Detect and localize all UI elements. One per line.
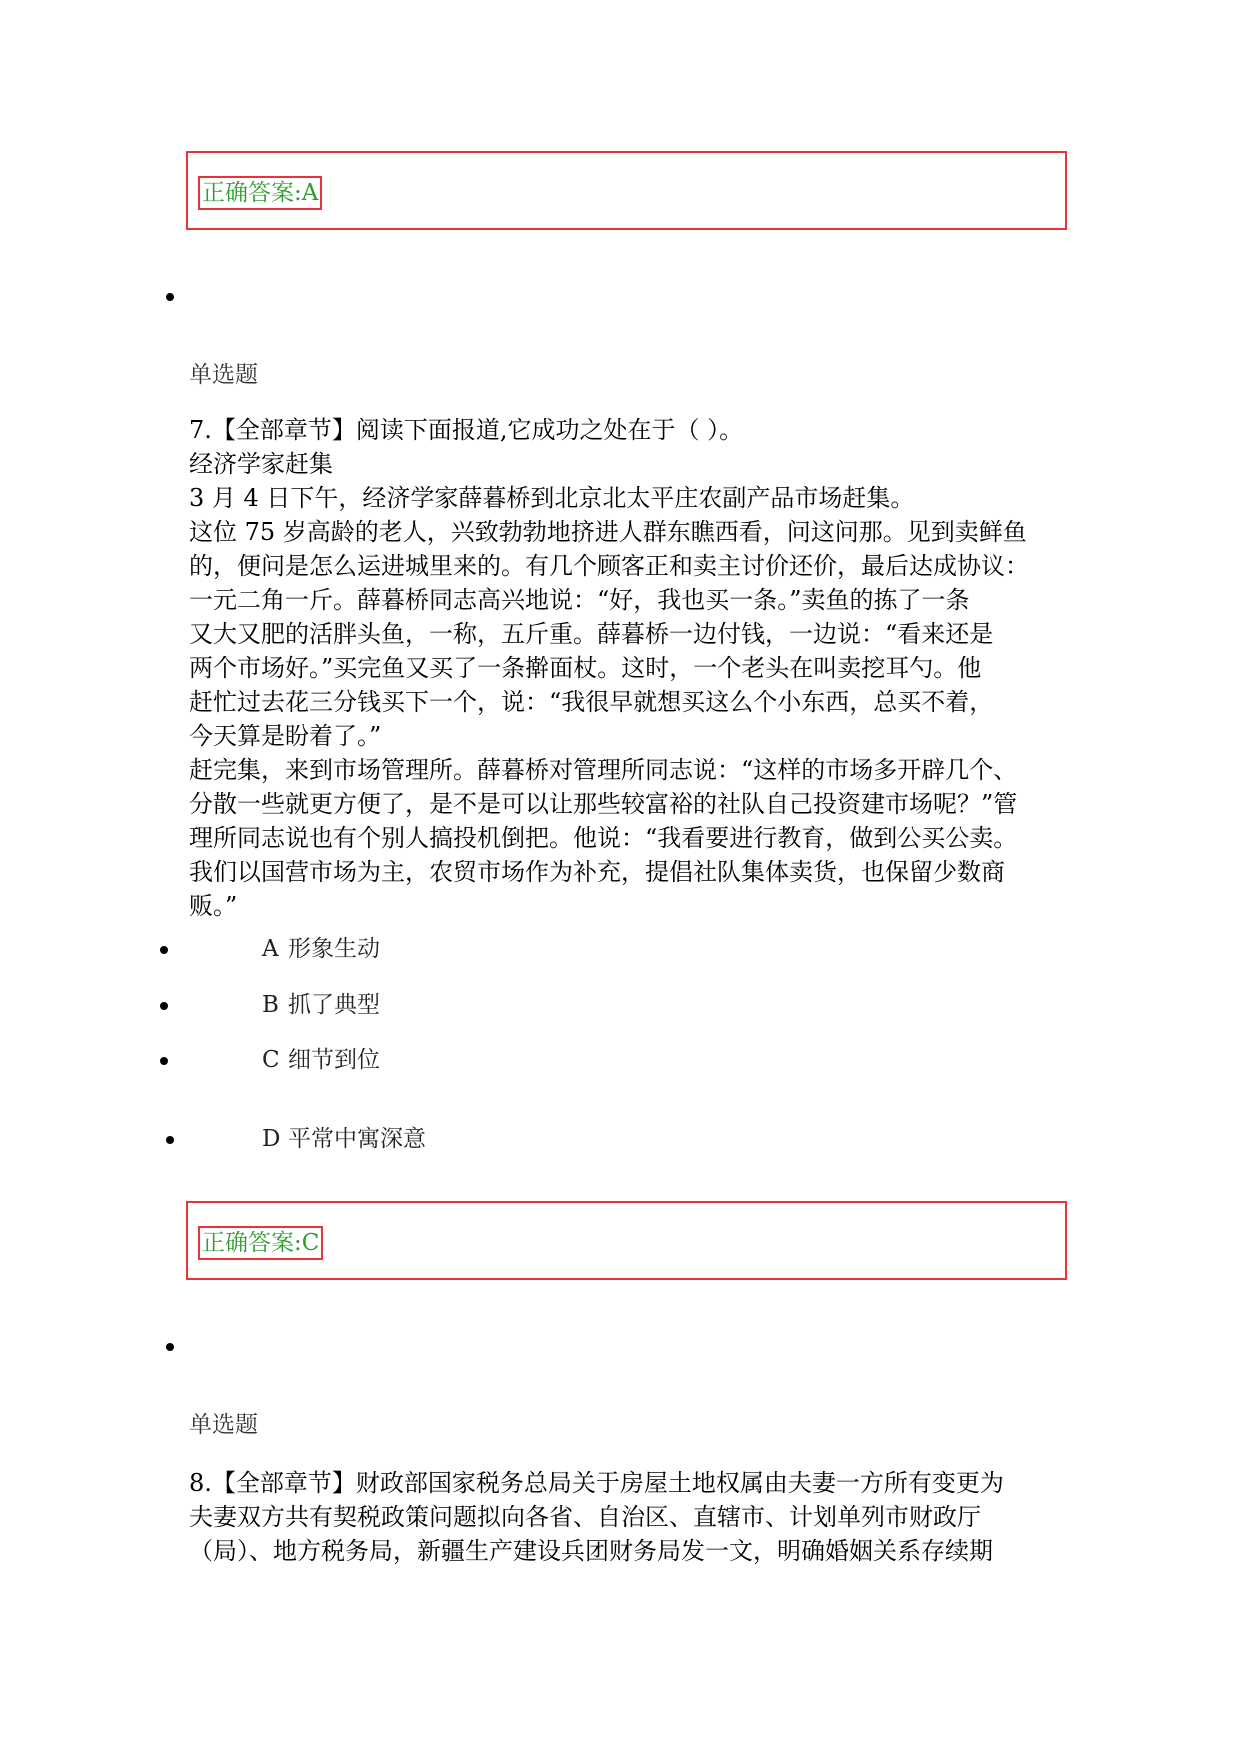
correct-answer-label: 正确答案:A	[198, 176, 322, 210]
option-bullet	[160, 1057, 168, 1065]
question-text-line: 又大又肥的活胖头鱼，一称，五斤重。薛暮桥一边付钱，一边说：“看来还是	[189, 620, 994, 648]
question-text-line: 分散一些就更方便了，是不是可以让那些较富裕的社队自己投资建市场呢？”管	[189, 790, 1018, 818]
question-7-text	[189, 413, 1069, 923]
option-text: 抓了典型	[288, 992, 380, 1018]
question-text-line: 经济学家赶集	[189, 450, 333, 478]
option-d[interactable]	[262, 1124, 426, 1154]
question-text-line: 的，便问是怎么运进城里来的。有几个顾客正和卖主讨价还价，最后达成协议：	[189, 552, 1029, 580]
answer-box	[186, 151, 1067, 230]
option-text: 平常中寓深意	[288, 1126, 426, 1152]
option-b[interactable]	[262, 990, 380, 1020]
question-text-line: 贩。”	[189, 892, 238, 920]
question-text-line: 这位 75 岁高龄的老人，兴致勃勃地挤进人群东瞧西看，问这问那。见到卖鲜鱼	[189, 518, 1027, 546]
question-8-text	[189, 1466, 1069, 1568]
option-a[interactable]	[262, 934, 380, 964]
option-c[interactable]	[262, 1045, 380, 1075]
question-text-line: 两个市场好。”买完鱼又买了一条擀面杖。这时，一个老头在叫卖挖耳勺。他	[189, 654, 982, 682]
question-text-line: 我们以国营市场为主，农贸市场作为补充，提倡社队集体卖货，也保留少数商	[189, 858, 1005, 886]
list-bullet	[166, 293, 174, 301]
question-text-line: 赶忙过去花三分钱买下一个，说：“我很早就想买这么个小东西，总买不着，	[189, 688, 994, 716]
answer-box	[186, 1201, 1067, 1280]
question-text-line: 7.【全部章节】阅读下面报道,它成功之处在于（ ）。	[189, 416, 744, 444]
question-text-line: 8.【全部章节】财政部国家税务总局关于房屋土地权属由夫妻一方所有变更为	[189, 1469, 1004, 1497]
option-letter: B	[262, 992, 279, 1018]
question-text-line: 3 月 4 日下午，经济学家薛暮桥到北京北太平庄农副产品市场赶集。	[189, 484, 915, 512]
question-text-line: 赶完集，来到市场管理所。薛暮桥对管理所同志说：“这样的市场多开辟几个、	[189, 756, 1018, 784]
question-text-line: 夫妻双方共有契税政策问题拟向各省、自治区、直辖市、计划单列市财政厅	[189, 1503, 981, 1531]
option-letter: A	[262, 936, 279, 962]
question-type-label: 单选题	[189, 1412, 258, 1438]
question-type-label: 单选题	[189, 362, 258, 388]
question-text-line: 今天算是盼着了。”	[189, 722, 382, 750]
question-text-line: 理所同志说也有个别人搞投机倒把。他说：“我看要进行教育，做到公买公卖。	[189, 824, 1018, 852]
correct-answer-label: 正确答案:C	[198, 1226, 323, 1260]
option-bullet	[160, 1002, 168, 1010]
option-text: 形象生动	[288, 936, 380, 962]
option-letter: C	[262, 1047, 280, 1073]
list-bullet	[166, 1343, 174, 1351]
option-text: 细节到位	[288, 1047, 380, 1073]
question-text-line: （局）、地方税务局，新疆生产建设兵团财务局发一文，明确婚姻关系存续期	[189, 1537, 993, 1565]
option-bullet	[166, 1136, 174, 1144]
question-text-line: 一元二角一斤。薛暮桥同志高兴地说：“好，我也买一条。”卖鱼的拣了一条	[189, 586, 970, 614]
option-bullet	[160, 946, 168, 954]
option-letter: D	[262, 1126, 281, 1152]
